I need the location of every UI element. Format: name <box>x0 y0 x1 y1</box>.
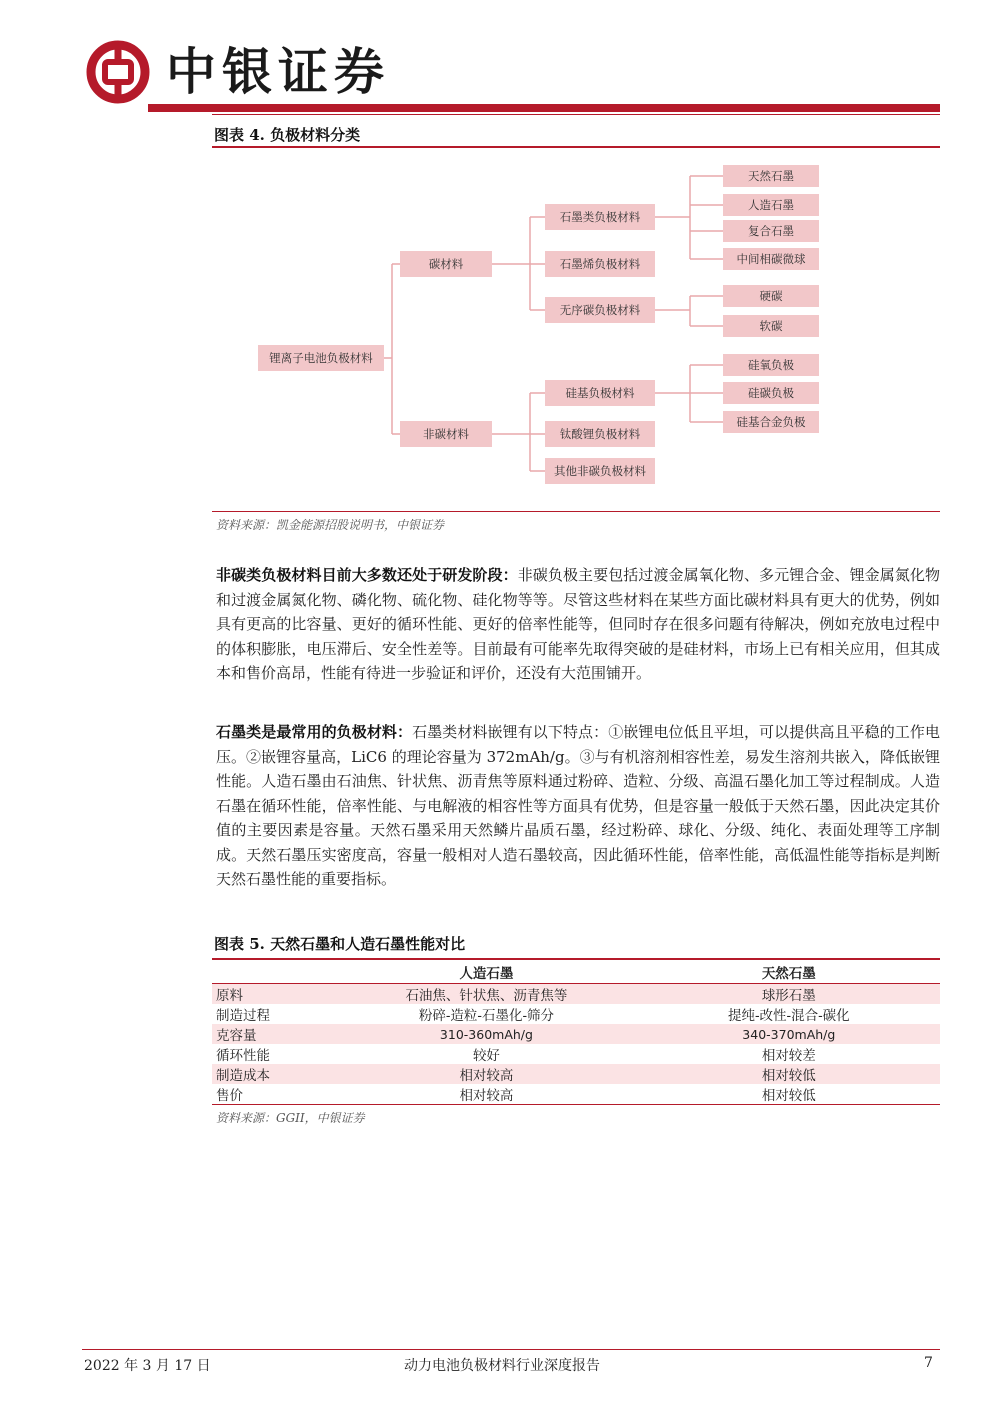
table-cell: 制造过程 <box>216 1008 270 1024</box>
paragraph-body: 石墨类材料嵌锂有以下特点：①嵌锂电位低且平坦，可以提供高且平稳的工作电压。②嵌锂容量高，LiC6 的理论容量为 372mAh/g。③与有机溶剂相容性差，易发生溶剂共嵌入，降低嵌锂性能。人造石墨由石油焦、针状焦、沥青焦等原料通过粉碎、造粒、分级、高温石墨化加工等过程制成。人造石墨在循环性能，倍率性能、与电解液的相容性等方面具有优势，但是容量一般低于天然石墨，因此决定其价值的主要因素是容量。天然石墨采用天然鳞片晶质石墨，经过粉碎、球化、分级、纯化、表面处理等工序制成。天然石墨压实密度高，容量一般相对人造石墨较高，因此循环性能，倍率性能，高低温性能等指标是判断天然石墨性能的重要指标。 <box>216 723 940 888</box>
paragraph-graphite <box>216 720 940 892</box>
table-header-cell: 天然石墨 <box>638 959 940 984</box>
table-cell: 原料 <box>212 984 335 1005</box>
tree-node-level3-label: 硅基合金负极 <box>736 415 806 429</box>
figure4-title: 图表 4. 负极材料分类 <box>214 126 361 144</box>
tree-nodes <box>258 165 819 484</box>
table-cell: 相对较高 <box>335 1064 637 1084</box>
footer-report-title: 动力电池负极材料行业深度报告 <box>404 1358 600 1374</box>
table-cell: 制造成本 <box>212 1064 335 1084</box>
table-cell: 340-370mAh/g <box>638 1024 940 1044</box>
tree-node-level2-label: 硅基负极材料 <box>565 386 635 400</box>
table5-title: 图表 5. 天然石墨和人造石墨性能对比 <box>214 935 466 953</box>
figure4-bottom-rule <box>212 511 940 512</box>
table-cell: 循环性能 <box>216 1048 270 1064</box>
header-bar <box>148 104 940 112</box>
paragraph-non-carbon <box>216 563 940 686</box>
table-header-cell: 人造石墨 <box>335 959 637 984</box>
tree-node-level3-label: 硅氧负极 <box>748 358 794 372</box>
footer-rule <box>82 1349 940 1350</box>
figure4-source: 资料来源：凯金能源招股说明书，中银证券 <box>216 518 445 532</box>
connector-carbon-level2 <box>492 217 545 310</box>
connector-disordered-level3 <box>655 296 723 326</box>
table-header-row <box>212 959 940 984</box>
tree-node-level2-label: 石墨烯负极材料 <box>559 257 641 271</box>
tree-node-level2-label: 钛酸锂负极材料 <box>559 427 641 441</box>
connector-graphite-level3 <box>655 176 723 259</box>
tree-node-level3-label: 天然石墨 <box>748 169 794 183</box>
paragraph-lead: 非碳类负极材料目前大多数还处于研发阶段： <box>216 566 518 584</box>
graphite-comparison-table <box>212 958 940 1105</box>
bank-of-china-logo <box>86 40 150 104</box>
figure4-rule <box>212 146 940 148</box>
tree-node-level3-label: 中间相碳微球 <box>736 252 806 266</box>
tree-node-level3-label: 软碳 <box>759 319 783 333</box>
tree-node-root-label: 锂离子电池负极材料 <box>269 351 373 365</box>
footer-date: 2022 年 3 月 17 日 <box>84 1358 211 1374</box>
tree-node-level1-label: 非碳材料 <box>423 427 469 441</box>
tree-node-level2-label: 石墨类负极材料 <box>559 210 641 224</box>
table-cell: 相对较低 <box>638 1084 940 1105</box>
tree-node-level3-label: 硅碳负极 <box>748 386 794 400</box>
table-row <box>212 984 940 1005</box>
tree-node-level3-label: 复合石墨 <box>748 224 794 238</box>
connector-silicon-level3 <box>655 365 723 422</box>
page-number: 7 <box>924 1355 933 1371</box>
table-cell: 售价 <box>212 1084 335 1105</box>
tree-node-level1-label: 碳材料 <box>428 257 464 271</box>
connector-noncarbon-level2 <box>492 393 545 471</box>
tree-node-level2-label: 无序碳负极材料 <box>559 303 641 317</box>
table-cell: 克容量 <box>212 1024 335 1044</box>
table-row <box>212 1084 940 1105</box>
table-cell: 相对较高 <box>335 1084 637 1105</box>
anode-material-tree-diagram <box>212 150 940 508</box>
tree-node-level3-label: 人造石墨 <box>748 198 794 212</box>
table-cell: 粉碎-造粒-石墨化-筛分 <box>418 1008 555 1024</box>
paragraph-body: 非碳负极主要包括过渡金属氧化物、多元锂合金、锂金属氮化物和过渡金属氮化物、磷化物、硫化物、硅化物等等。尽管这些材料在某些方面比碳材料具有更大的优势，例如具有更高的比容量、更好的循环性能、更好的倍率性能等，但同时存在很多问题有待解决，例如充放电过程中的体积膨胀，电压滞后、安全性差等。目前最有可能率先取得突破的是硅材料，市场上已有相关应用，但其成本和售价高昂，性能有待进一步验证和评价，还没有大范围铺开。 <box>216 566 940 682</box>
table-cell: 石油焦、针状焦、沥青焦等 <box>335 984 637 1005</box>
table-header-cell <box>212 959 335 984</box>
tree-node-level2-label: 其他非碳负极材料 <box>554 464 646 478</box>
table-row <box>212 1024 940 1044</box>
table-cell: 提纯-改性-混合-碳化 <box>727 1008 850 1024</box>
table-cell: 310-360mAh/g <box>335 1024 637 1044</box>
table-row <box>212 1044 940 1064</box>
tree-node-level3-label: 硬碳 <box>759 289 783 303</box>
table-row <box>212 1064 940 1084</box>
paragraph-lead: 石墨类是最常用的负极材料： <box>216 723 413 741</box>
brand-name: 中银证券 <box>166 42 390 101</box>
table-cell: 相对较差 <box>761 1048 816 1064</box>
table-cell: 相对较低 <box>638 1064 940 1084</box>
header-rule <box>212 114 940 115</box>
table-cell: 球形石墨 <box>638 984 940 1005</box>
connector-root-level1 <box>384 264 400 434</box>
table5-source: 资料来源：GGII，中银证券 <box>216 1111 365 1125</box>
table-row <box>212 1004 940 1024</box>
table-cell: 较好 <box>472 1048 500 1064</box>
